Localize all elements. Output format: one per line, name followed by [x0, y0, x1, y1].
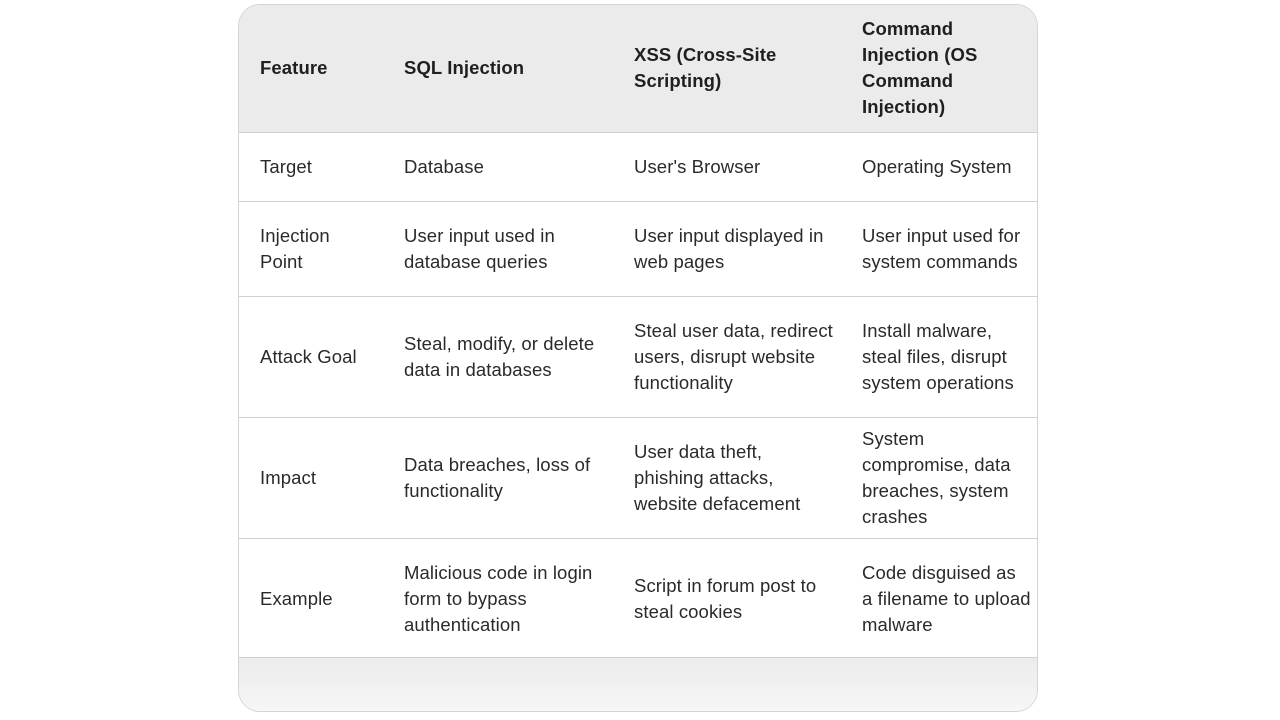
table-footer-band — [239, 657, 1037, 711]
table-cell: Code disguised as a filename to upload malware — [862, 561, 1031, 635]
table-cell: Malicious code in login form to bypass authentication — [404, 561, 593, 635]
row-label-cell: Example — [260, 587, 333, 609]
row-label-cell: Injection Point — [260, 224, 330, 272]
table-cell: Data breaches, loss of functionality — [404, 453, 591, 501]
row-label-cell: Attack Goal — [260, 345, 357, 367]
header-cell-command-injection: Command Injection (OS Command Injection) — [862, 18, 978, 118]
injection-comparison-table — [239, 5, 1038, 659]
table-cell: Operating System — [862, 155, 1012, 177]
header-cell-feature: Feature — [260, 57, 328, 79]
table-header-row — [239, 5, 1038, 132]
table-cell: Database — [404, 155, 484, 177]
table-cell: User input used in database queries — [404, 224, 555, 272]
header-cell-sql-injection: SQL Injection — [404, 57, 525, 79]
table-cell: User input used for system commands — [862, 224, 1021, 272]
header-cell-xss: XSS (Cross-Site Scripting) — [634, 44, 777, 92]
table-cell: User input displayed in web pages — [634, 224, 824, 272]
table-row — [239, 201, 1038, 296]
table-row — [239, 417, 1038, 538]
table-cell: User's Browser — [634, 155, 761, 177]
table-cell: Steal user data, redirect users, disrupt website functionality — [634, 319, 833, 393]
row-label-cell: Impact — [260, 466, 317, 488]
table-cell: System compromise, data breaches, system crashes — [862, 427, 1011, 527]
table-cell: Script in forum post to steal cookies — [634, 574, 817, 622]
table-cell: Steal, modify, or delete data in databases — [404, 332, 595, 380]
table-row — [239, 296, 1038, 417]
table-row — [239, 132, 1038, 201]
row-label-cell: Target — [260, 155, 313, 177]
table-row — [239, 538, 1038, 659]
table-cell: Install malware, steal files, disrupt system operations — [862, 319, 1014, 393]
comparison-table-card — [238, 4, 1038, 712]
table-cell: User data theft, phishing attacks, website defacement — [634, 440, 801, 514]
